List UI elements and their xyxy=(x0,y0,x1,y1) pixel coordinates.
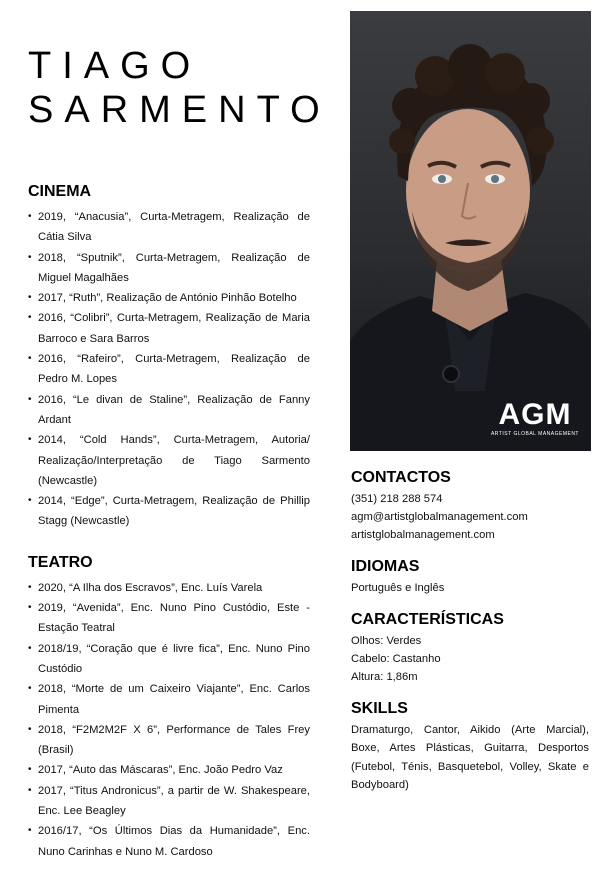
right-column xyxy=(351,469,589,808)
actor-name xyxy=(28,44,331,132)
cinema-item: • 2018, “Sputnik”, Curta-Metragem, Realização de Miguel Magalhães xyxy=(28,248,310,289)
contact-phone: (351) 218 288 574 xyxy=(351,493,443,505)
teatro-list xyxy=(28,578,310,862)
contact-website[interactable]: artistglobalmanagement.com xyxy=(351,529,495,541)
teatro-item: • 2018, “Morte de um Caixeiro Viajante”, Enc. Carlos Pimenta xyxy=(28,679,310,720)
cinema-item: • 2014, “Cold Hands”, Curta-Metragem, Autoria/ Realização/Interpretação de Tiago Sarmento (Newcastle) xyxy=(28,430,310,491)
cinema-section xyxy=(28,183,310,532)
cinema-title: CINEMA xyxy=(28,183,92,200)
skills-title: SKILLS xyxy=(351,700,408,717)
idiomas-section xyxy=(351,558,589,597)
skills-section xyxy=(351,700,589,794)
teatro-section xyxy=(28,554,310,862)
teatro-title: TEATRO xyxy=(28,553,93,571)
cinema-item: • 2016, “Rafeiro”, Curta-Metragem, Realização de Pedro M. Lopes xyxy=(28,349,310,390)
teatro-item: • 2020, “A Ilha dos Escravos”, Enc. Luís Varela xyxy=(28,578,310,598)
caracteristicas-section xyxy=(351,611,589,686)
teatro-item: • 2016/17, “Os Últimos Dias da Humanidade”, Enc. Nuno Carinhas e Nuno M. Cardoso xyxy=(28,821,310,862)
left-column xyxy=(28,183,310,862)
contactos-title: CONTACTOS xyxy=(351,469,451,486)
teatro-item: • 2017, “Titus Andronicus”, a partir de W. Shakespeare, Enc. Lee Beagley xyxy=(28,781,310,822)
contact-email[interactable]: agm@artistglobalmanagement.com xyxy=(351,511,528,523)
teatro-item: • 2019, “Avenida”, Enc. Nuno Pino Custódio, Este - Estação Teatral xyxy=(28,598,310,639)
cinema-item: • 2016, “Le divan de Staline”, Realização de Fanny Ardant xyxy=(28,390,310,431)
contactos-section xyxy=(351,469,589,544)
teatro-item: • 2018/19, “Coração que é livre fica”, Enc. Nuno Pino Custódio xyxy=(28,639,310,680)
cinema-item: • 2016, “Colibri”, Curta-Metragem, Realização de Maria Barroco e Sara Barros xyxy=(28,308,310,349)
caracteristicas-title: CARACTERÍSTICAS xyxy=(351,611,504,628)
actor-first-name: TIAGO xyxy=(28,45,202,87)
cinema-list xyxy=(28,207,310,532)
idiomas-title: IDIOMAS xyxy=(351,558,420,575)
caracteristica-olhos: Olhos: Verdes xyxy=(351,635,422,647)
headshot-illustration xyxy=(350,11,591,451)
actor-last-name: SARMENTO xyxy=(28,89,331,131)
cinema-item: • 2019, “Anacusia”, Curta-Metragem, Realização de Cátia Silva xyxy=(28,207,310,248)
cinema-item: • 2014, “Edge”, Curta-Metragem, Realização de Phillip Stagg (Newcastle) xyxy=(28,491,310,532)
skills-text: Dramaturgo, Cantor, Aikido (Arte Marcial), Boxe, Artes Plásticas, Guitarra, Desportos (Futebol, Ténis, Basquetebol, Volley, Skate e Bodyboard) xyxy=(351,724,589,791)
agm-logo-subtext: ARTIST GLOBAL MANAGEMENT xyxy=(490,431,579,437)
teatro-item: • 2017, “Auto das Máscaras”, Enc. João Pedro Vaz xyxy=(28,760,310,780)
idiomas-value: Português e Inglês xyxy=(351,582,445,594)
agm-logo xyxy=(491,399,579,437)
cinema-item: • 2017, “Ruth”, Realização de António Pinhão Botelho xyxy=(28,288,310,308)
headshot-photo xyxy=(350,11,591,451)
caracteristica-altura: Altura: 1,86m xyxy=(351,671,418,683)
caracteristica-cabelo: Cabelo: Castanho xyxy=(351,653,441,665)
teatro-item: • 2018, “F2M2M2F X 6”, Performance de Tales Frey (Brasil) xyxy=(28,720,310,761)
agm-logo-text: AGM xyxy=(498,398,572,431)
